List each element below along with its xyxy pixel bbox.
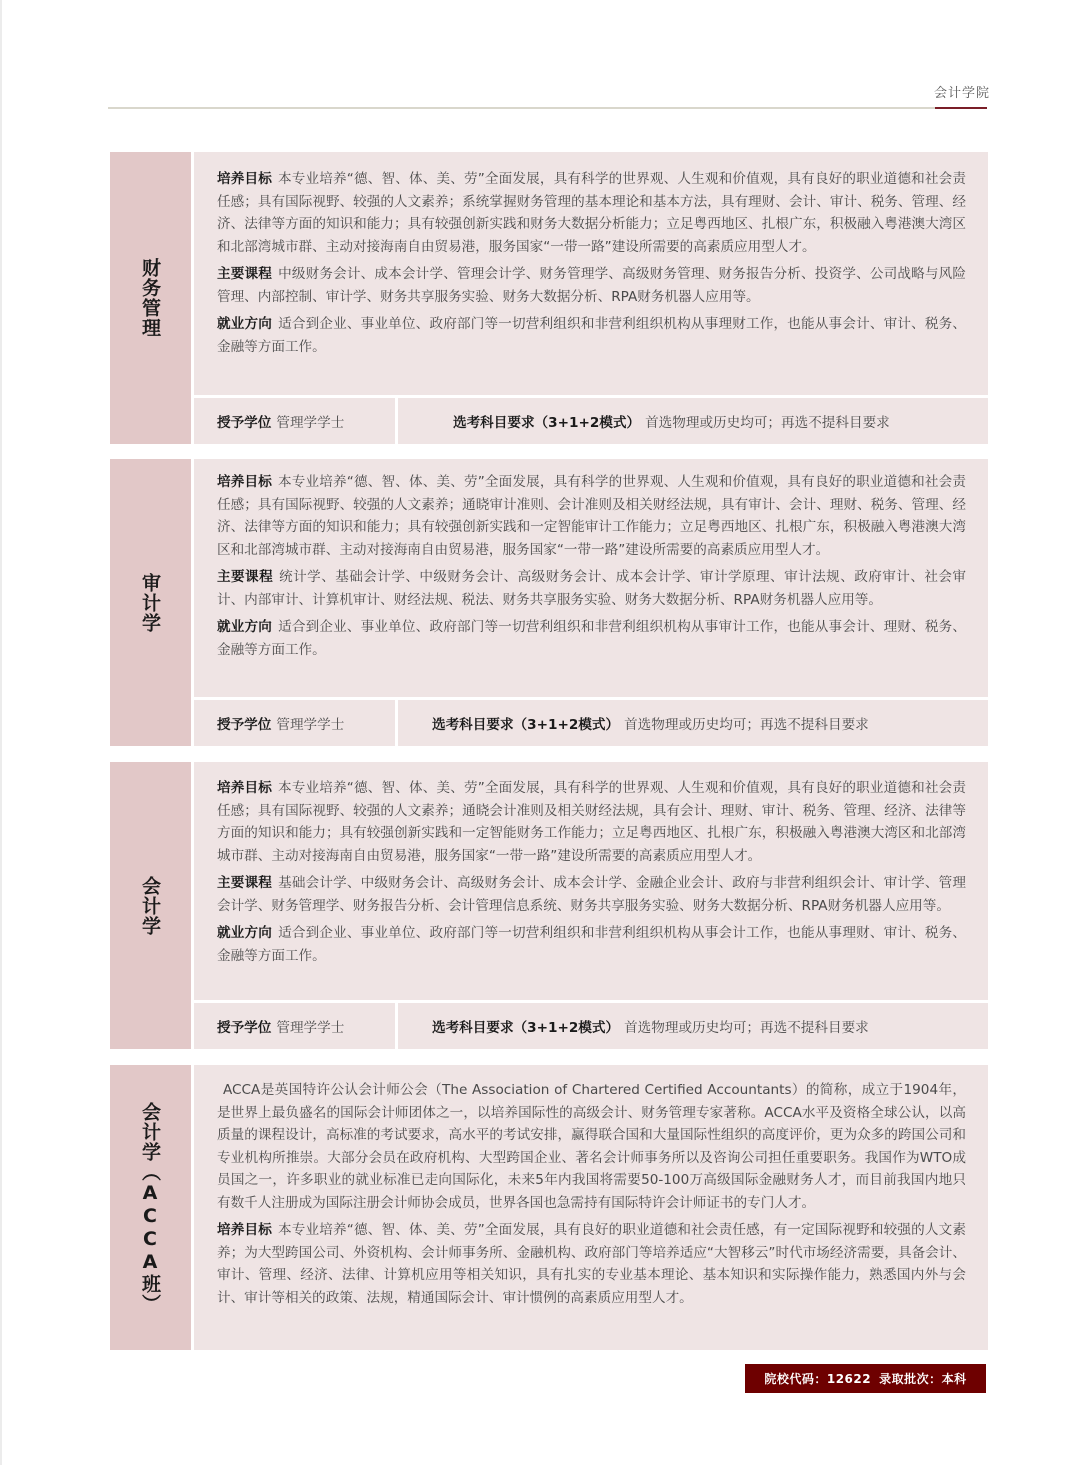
major-label-box bbox=[110, 1065, 191, 1350]
subject-requirement-value: 首选物理或历史均可；再选不提科目要求 bbox=[624, 717, 869, 733]
subject-requirement-value: 首选物理或历史均可；再选不提科目要求 bbox=[624, 1020, 869, 1036]
career-direction bbox=[217, 616, 966, 661]
career-direction bbox=[217, 922, 966, 967]
admission-batch: 录取批次：本科 bbox=[879, 1372, 967, 1386]
major-section-accounting-acca bbox=[110, 1065, 988, 1350]
training-goal bbox=[217, 777, 966, 867]
training-goal-text: 本专业培养“德、智、体、美、劳”全面发展，具有科学的世界观、人生观和价值观，具有良好的职业道德和社会责任感；具有国际视野、较强的人文素养；通晓会计准则及相关财经法规，具有会计、理财、审计、税务、管理、经济、法律等方面的知识和能力；具有较强创新实践和一定智能财务工作能力；立足粤西地区、扎根广东，积极融入粤港澳大湾区和北部湾城市群、主动对接海南自由贸易港，服务国家“一带一路”建设所需要的高素质应用型人才。 bbox=[217, 780, 966, 864]
major-description bbox=[194, 459, 988, 697]
training-goal bbox=[217, 1219, 966, 1309]
main-courses-text: 基础会计学、中级财务会计、高级财务会计、成本会计学、金融企业会计、政府与非营利组织会计、审计学、管理会计学、财务管理学、财务报告分析、会计管理信息系统、财务共享服务实验、财务大数据分析、RPA财务机器人应用等。 bbox=[217, 875, 967, 914]
training-goal-label: 培养目标 bbox=[217, 780, 272, 796]
degree-value: 管理学学士 bbox=[276, 415, 345, 431]
major-section-accounting bbox=[110, 762, 988, 1049]
degree-cell bbox=[194, 1003, 395, 1049]
main-courses-text: 统计学、基础会计学、中级财务会计、高级财务会计、成本会计学、审计学原理、审计法规、政府审计、社会审计、内部审计、计算机审计、财经法规、税法、财务共享服务实验、财务大数据分析、RPA财务机器人应用等。 bbox=[217, 569, 966, 608]
major-section-financial-management bbox=[110, 152, 988, 444]
degree-cell bbox=[194, 398, 395, 444]
major-description bbox=[194, 762, 988, 1000]
degree-label: 授予学位 bbox=[217, 1020, 272, 1036]
training-goal-label: 培养目标 bbox=[217, 1222, 272, 1238]
career-direction-text: 适合到企业、事业单位、政府部门等一切营利组织和非营利组织机构从事审计工作，也能从事会计、理财、税务、金融等方面工作。 bbox=[217, 619, 967, 658]
training-goal-label: 培养目标 bbox=[217, 474, 272, 490]
career-direction-label: 就业方向 bbox=[217, 925, 273, 941]
acca-introduction: ACCA是英国特许公认会计师公会（The Association of Chartered Certified Accountants）的简称，成立于1904年，是世界上最负盛名的国际会计师团体之一，以培养国际性的高级会计、财务管理专家著称。ACCA水平及资格全球公认，以高质量的课程设计，高标准的考试要求，高水平的考试安排，赢得联合国和大量国际性组织的高度评价，更为众多的跨国公司和专业机构所推崇。大部分会员在政府机构、大型跨国企业、著名会计师事务所以及咨询公司担任重要职务。我国作为WTO成员国之一，许多职业的就业标准已走向国际化，未来5年内我国将需要50-100万高级国际金融财务人才，而目前我国内地只有数千人注册成为国际注册会计师协会成员，世界各国也急需持有国际特许会计师证书的专门人才。 bbox=[217, 1082, 966, 1211]
page-edge bbox=[0, 0, 2, 1465]
degree-cell bbox=[194, 700, 395, 746]
main-courses bbox=[217, 566, 966, 611]
main-courses-text: 中级财务会计、成本会计学、管理会计学、财务管理学、高级财务管理、财务报告分析、投资学、公司战略与风险管理、内部控制、审计学、财务共享服务实验、财务大数据分析、RPA财务机器人应用等。 bbox=[217, 266, 967, 305]
major-label-box bbox=[110, 152, 191, 444]
career-direction-text: 适合到企业、事业单位、政府部门等一切营利组织和非营利组织机构从事会计工作，也能从事理财、审计、税务、金融等方面工作。 bbox=[217, 925, 967, 964]
subject-requirement-cell bbox=[398, 1003, 988, 1049]
subject-requirement-value: 首选物理或历史均可；再选不提科目要求 bbox=[645, 415, 890, 431]
major-label-box bbox=[110, 762, 191, 1049]
header-rule bbox=[108, 107, 986, 109]
degree-row bbox=[194, 1000, 988, 1049]
training-goal-label: 培养目标 bbox=[217, 171, 272, 187]
training-goal-text: 本专业培养“德、智、体、美、劳”全面发展，具有良好的职业道德和社会责任感，有一定国际视野和较强的人文素养；为大型跨国公司、外资机构、会计师事务所、金融机构、政府部门等培养适应“大智移云”时代市场经济需要，具备会计、审计、管理、经济、法律、计算机应用等相关知识，具有扎实的专业基本理论、基本知识和实际操作能力，熟悉国内外与会计、审计等相关的政策、法规，精通国际会计、审计惯例的高素质应用型人才。 bbox=[217, 1222, 966, 1306]
major-description bbox=[194, 152, 988, 395]
major-description bbox=[194, 1065, 988, 1350]
header-title: 会计学院 bbox=[934, 86, 991, 101]
degree-value: 管理学学士 bbox=[276, 717, 345, 733]
major-name: 财务管理 bbox=[139, 258, 161, 338]
subject-requirement-cell bbox=[398, 398, 988, 444]
degree-label: 授予学位 bbox=[217, 717, 272, 733]
main-courses bbox=[217, 872, 966, 917]
school-code: 院校代码：12622 bbox=[764, 1372, 872, 1386]
degree-row bbox=[194, 395, 988, 444]
major-name: 会计学 bbox=[139, 875, 161, 936]
training-goal-text: 本专业培养“德、智、体、美、劳”全面发展，具有科学的世界观、人生观和价值观，具有良好的职业道德和社会责任感；具有国际视野、较强的人文素养；系统掌握财务管理的基本理论和基本方法，具有理财、会计、审计、税务、管理、经济、法律等方面的知识和能力；具有较强创新实践和财务大数据分析能力；立足粤西地区、扎根广东，积极融入粤港澳大湾区和北部湾城市群、主动对接海南自由贸易港，服务国家“一带一路”建设所需要的高素质应用型人才。 bbox=[217, 171, 966, 255]
major-label-box bbox=[110, 459, 191, 746]
subject-requirement-label: 选考科目要求（3+1+2模式） bbox=[453, 415, 641, 431]
major-name: 会计学（ACCA班） bbox=[139, 1101, 161, 1314]
training-goal bbox=[217, 168, 966, 258]
subject-requirement-label: 选考科目要求（3+1+2模式） bbox=[432, 1020, 620, 1036]
main-courses-label: 主要课程 bbox=[217, 875, 273, 891]
header-title-underline bbox=[935, 107, 987, 109]
major-name: 审计学 bbox=[139, 572, 161, 633]
training-goal bbox=[217, 471, 966, 561]
career-direction bbox=[217, 313, 966, 358]
school-code-badge bbox=[745, 1364, 986, 1393]
career-direction-label: 就业方向 bbox=[217, 316, 273, 332]
main-courses-label: 主要课程 bbox=[217, 569, 274, 585]
subject-requirement-label: 选考科目要求（3+1+2模式） bbox=[432, 717, 620, 733]
main-courses bbox=[217, 263, 966, 308]
major-section-auditing bbox=[110, 459, 988, 746]
main-courses-label: 主要课程 bbox=[217, 266, 273, 282]
degree-label: 授予学位 bbox=[217, 415, 272, 431]
career-direction-label: 就业方向 bbox=[217, 619, 273, 635]
degree-row bbox=[194, 697, 988, 746]
degree-value: 管理学学士 bbox=[276, 1020, 345, 1036]
training-goal-text: 本专业培养“德、智、体、美、劳”全面发展，具有科学的世界观、人生观和价值观，具有良好的职业道德和社会责任感；具有国际视野、较强的人文素养；通晓审计准则、会计准则及相关财经法规，具有审计、会计、理财、税务、管理、经济、法律等方面的知识和能力；具有较强创新实践和一定智能审计工作能力；立足粤西地区、扎根广东，积极融入粤港澳大湾区和北部湾城市群、主动对接海南自由贸易港，服务国家“一带一路”建设所需要的高素质应用型人才。 bbox=[217, 474, 966, 558]
subject-requirement-cell bbox=[398, 700, 988, 746]
career-direction-text: 适合到企业、事业单位、政府部门等一切营利组织和非营利组织机构从事理财工作，也能从事会计、审计、税务、金融等方面工作。 bbox=[217, 316, 967, 355]
